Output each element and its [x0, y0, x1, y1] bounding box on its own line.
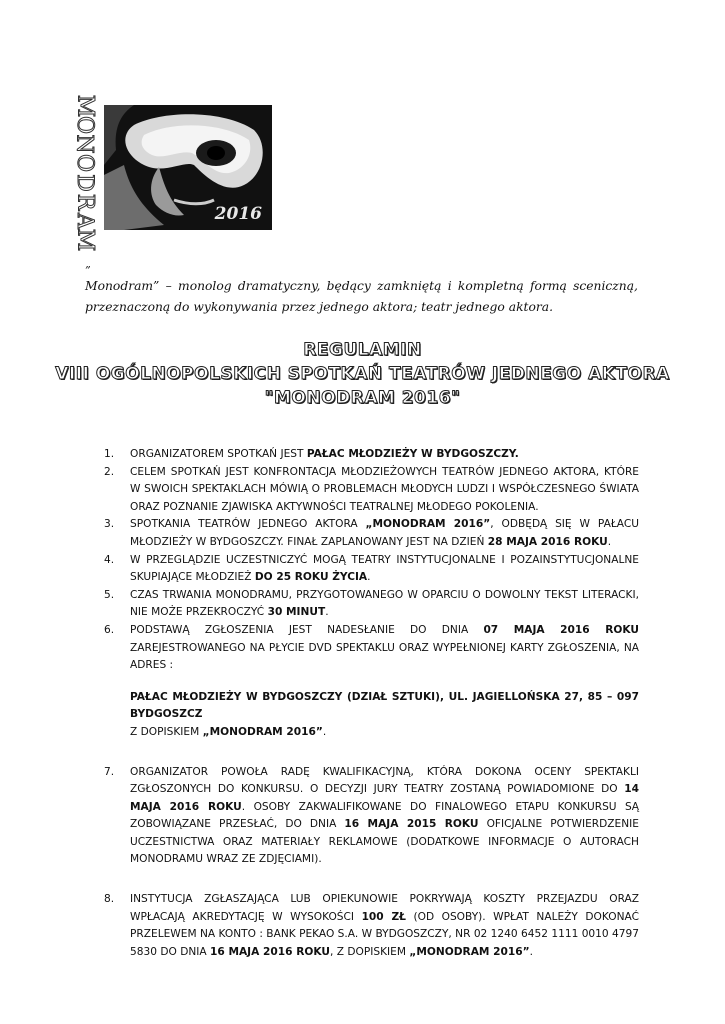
rule-number: 4. [104, 553, 115, 566]
logo-vertical-text [64, 94, 104, 252]
logo-letter: O [71, 154, 97, 173]
quote-mark: ” [85, 264, 91, 277]
definition-word: zamkniętą [377, 279, 442, 293]
definition-word: sceniczną, [573, 279, 638, 293]
definition-line-2: przeznaczoną do wykonywania przez jednego aktora; teatr jednego aktora. [85, 300, 553, 314]
rule-text: CELEM SPOTKAŃ JEST KONFRONTACJA MŁODZIEŻOWYCH TEATRÓW JEDNEGO AKTORA, KTÓRE W SWOICH SPEKTAKLACH MÓWIĄ O PROBLEMACH MŁODYCH LUDZI I WSPÓŁCZESNEGO ŚWIATA ORAZ POZNANIE ZJAWISKA AKTYWNOŚCI TEATRALNEJ MŁODEGO POKOLENIA. [130, 465, 639, 513]
address-end: . [322, 725, 327, 738]
address-line-1: PAŁAC MŁODZIEŻY W BYDGOSZCZY (DZIAŁ SZTUKI), UL. JAGIELLOŃSKA 27, 85 – 097 BYDGOSZCZ [130, 690, 639, 721]
rule-text-part: SPOTKANIA TEATRÓW JEDNEGO AKTORA [130, 518, 366, 531]
definition-word: dramatyczny, [237, 279, 321, 293]
rules-list [104, 446, 639, 961]
rule-text-part: . OSOBY ZAKWALIFIKOWANE DO FINALOWEGO ETAPU KONKURSU SĄ ZOBOWIĄZANE PRZESŁAĆ, DO DNIA [130, 800, 639, 831]
rule-number: 5. [104, 588, 115, 601]
document-title [40, 338, 685, 410]
logo-letter: A [71, 212, 97, 229]
rule-text [130, 587, 639, 622]
rule-number: 6. [104, 623, 115, 636]
rule-bold-part: 16 MAJA 2016 ROKU [210, 945, 330, 958]
rule-text-part: . [367, 571, 371, 584]
rule-bold-part: DO 25 ROKU ŻYCIA [254, 571, 368, 584]
rule-text-part: (OD OSOBY). WPŁAT NALEŻY DOKONAĆ PRZELEWEM NA KONTO : BANK PEKAO S.A. W BYDGOSZCZY, NR 02 1240 6452 1111 0010 4797 5830 DO DNIA [130, 910, 639, 958]
logo-image [104, 105, 272, 230]
definition-word: formą [529, 279, 567, 293]
rule-bold-part: „MONODRAM 2016” [365, 518, 491, 531]
definition-word: monolog [178, 279, 232, 293]
rule-text-part: , ODBĘDĄ SIĘ W PAŁACU MŁODZIEŻY W BYDGOSZCZY. FINAŁ ZAPLANOWANY JEST NA DZIEŃ [130, 518, 639, 548]
logo-letter: M [72, 228, 97, 252]
title-line-3: "MONODRAM 2016" [264, 388, 461, 408]
definition-word: będący [326, 279, 371, 293]
rule-text-part: . [529, 945, 533, 958]
rule-number: 2. [104, 465, 115, 478]
rule-bold-part: 100 ZŁ [361, 910, 406, 923]
rule-item [104, 464, 639, 517]
rule-text-part: OFICJALNE POTWIERDZENIE UCZESTNICTWA ORAZ MATERIAŁY REKLAMOWE (DODATKOWE INFORMACJE O AUTORACH MONODRAMU WRAZ ZE ZDJĘCIAMI). [130, 818, 639, 866]
title-line-1: REGULAMIN [303, 340, 422, 360]
rule-text [130, 516, 639, 551]
address-text: Z DOPISKIEM [130, 725, 203, 738]
rule-text [130, 622, 639, 675]
rule-text-part: . [325, 606, 329, 619]
rule-text [130, 764, 639, 870]
logo-letter: R [71, 193, 97, 210]
rule-text [130, 891, 639, 961]
rule-bold-part: 16 MAJA 2015 ROKU [344, 818, 479, 831]
rule-number: 7. [104, 765, 115, 778]
rule-number: 3. [104, 518, 115, 531]
address-bold: „MONODRAM 2016” [202, 725, 323, 738]
rule-bold-part: 07 MAJA 2016 ROKU [483, 623, 639, 636]
rule-text-part: , Z DOPISKIEM [329, 945, 410, 958]
rule-item [104, 587, 639, 622]
rule-text-part: . [607, 535, 612, 548]
rule-text-part: ORGANIZATOREM SPOTKAŃ JEST [130, 448, 307, 460]
rule-item [104, 552, 639, 587]
rule-item [104, 516, 639, 551]
logo-year: 2016 [214, 204, 262, 224]
address-line-2 [130, 726, 326, 738]
rule-text [130, 552, 639, 587]
definition-word: Monodram” [85, 279, 160, 293]
rule-bold-part: „MONODRAM 2016” [409, 945, 530, 958]
definition [85, 266, 638, 318]
title-line-2: VIII OGÓLNOPOLSKICH SPOTKAŃ TEATRÓW JEDNEGO AKTORA [55, 364, 670, 384]
definition-word: i [447, 279, 452, 293]
rule-text-part: ZAREJESTROWANEGO NA PŁYCIE DVD SPEKTAKLU ORAZ WYPEŁNIONEJ KARTY ZGŁOSZENIA, NA ADRES : [130, 641, 639, 672]
rule-bold-part: 14 MAJA 2016 ROKU [130, 783, 639, 813]
rule-text [130, 446, 639, 464]
definition-word: – [165, 279, 172, 293]
logo-letter: O [71, 116, 97, 135]
rule-number: 1. [104, 448, 115, 460]
rule-bold-part: PAŁAC MŁODZIEŻY W BYDGOSZCZY. [306, 448, 519, 460]
rule-bold-part: 30 MINUT [267, 606, 326, 619]
rule-text-part: ORGANIZATOR POWOŁA RADĘ KWALIFIKACYJNĄ, KTÓRA DOKONA OCENY SPEKTAKLI ZGŁOSZONYCH DO KONKURSU. O DECYZJI JURY TEATRY ZOSTANĄ POWIADOMIONE DO [130, 765, 639, 796]
rule-item [104, 891, 639, 961]
rule-text-part: INSTYTUCJA ZGŁASZAJĄCA LUB OPIEKUNOWIE POKRYWAJĄ KOSZTY PRZEJAZDU ORAZ WPŁACAJĄ AKREDYTACJĘ W WYSOKOŚCI [130, 893, 639, 923]
definition-line-1 [85, 276, 638, 297]
rule-item [104, 446, 639, 464]
rule-text-part: CZAS TRWANIA MONODRAMU, PRZYGOTOWANEGO W OPARCIU O DOWOLNY TEKST LITERACKI, NIE MOŻE PRZEKROCZYĆ [130, 588, 639, 619]
address-block [130, 689, 639, 742]
rule-text-part: W PRZEGLĄDZIE UCZESTNICZYĆ MOGĄ TEATRY INSTYTUCJONALNE I POZAINSTYTUCJONALNE SKUPIAJĄCE MŁODZIEŻ [130, 553, 639, 584]
logo-letter: M [72, 94, 97, 118]
rule-text-part: PODSTAWĄ ZGŁOSZENIA JEST NADESŁANIE DO DNIA [130, 623, 484, 636]
logo-letter: D [71, 173, 97, 192]
logo-letter: N [72, 134, 97, 154]
rule-number: 8. [104, 893, 115, 906]
rule-bold-part: 28 MAJA 2016 ROKU [487, 535, 608, 548]
rule-item [104, 764, 639, 870]
definition-word: kompletną [457, 279, 524, 293]
rule-item [104, 622, 639, 675]
